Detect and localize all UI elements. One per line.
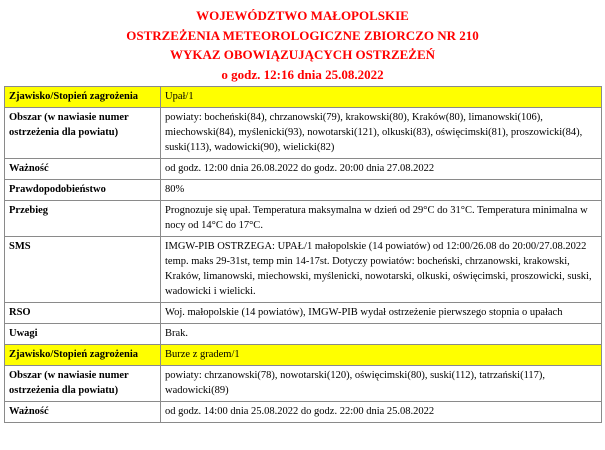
row-value: Brak. [161,324,602,345]
title-region: WOJEWÓDZTWO MAŁOPOLSKIE [196,8,409,23]
row-value: powiaty: bocheński(84), chrzanowski(79), krakowski(80), Kraków(80), limanowski(106), miechowski(84), myślenicki(93), nowotarski(121), olkuski(83), oświęcimski(81), proszowicki(84), suski(113), wadowicki(90), wielicki(82) [161,108,602,159]
row-value: od godz. 12:00 dnia 26.08.2022 do godz. 20:00 dnia 27.08.2022 [161,159,602,180]
row-key: Obszar (w nawiasie numer ostrzeżenia dla powiatu) [5,108,161,159]
row-key: Obszar (w nawiasie numer ostrzeżenia dla powiatu) [5,366,161,402]
row-key: SMS [5,237,161,303]
phenomenon-label: Zjawisko/Stopień zagrożenia [5,87,161,108]
document-title [0,6,605,84]
remarks-row [5,324,602,345]
row-value: Woj. małopolskie (14 powiatów), IMGW-PIB wydał ostrzeżenie pierwszego stopnia o upałach [161,303,602,324]
phenomenon-row [5,87,602,108]
phenomenon-row [5,345,602,366]
cut-off-top-text [0,0,605,4]
row-value: powiaty: chrzanowski(78), nowotarski(120), oświęcimski(80), suski(112), tatrzański(117), wadowicki(89) [161,366,602,402]
row-value: 80% [161,180,602,201]
row-key: RSO [5,303,161,324]
row-value: Prognozuje się upał. Temperatura maksymalna w dzień od 29°C do 31°C. Temperatura minimalna w nocy od 14°C do 17°C. [161,201,602,237]
title-list: WYKAZ OBOWIĄZUJĄCYCH OSTRZEŻEŃ [169,47,436,62]
row-key: Uwagi [5,324,161,345]
warnings-table [4,86,602,423]
sms-row [5,237,602,303]
title-timestamp: o godz. 12:16 dnia 25.08.2022 [221,66,384,82]
probability-row [5,180,602,201]
row-value: od godz. 14:00 dnia 25.08.2022 do godz. 22:00 dnia 25.08.2022 [161,402,602,423]
row-key: Przebieg [5,201,161,237]
row-key: Prawdopodobieństwo [5,180,161,201]
row-key: Ważność [5,159,161,180]
area-row [5,366,602,402]
validity-row [5,402,602,423]
title-bulletin: OSTRZEŻENIA METEOROLOGICZNE ZBIORCZO NR 210 [126,27,479,43]
phenomenon-label: Zjawisko/Stopień zagrożenia [5,345,161,366]
course-row [5,201,602,237]
area-row [5,108,602,159]
phenomenon-value: Upał/1 [161,87,602,108]
rso-row [5,303,602,324]
validity-row [5,159,602,180]
phenomenon-value: Burze z gradem/1 [161,345,602,366]
row-value: IMGW-PIB OSTRZEGA: UPAŁ/1 małopolskie (14 powiatów) od 12:00/26.08 do 20:00/27.08.2022 temp. maks 29-31st, temp min 14-17st. Dotyczy powiatów: bocheński, chrzanowski, krakowski, Kraków, limanowski, miechowski, myślenicki, nowotarski, olkuski, oświęcimski, proszowicki, suski, wadowicki i wielicki. [161,237,602,303]
row-key: Ważność [5,402,161,423]
